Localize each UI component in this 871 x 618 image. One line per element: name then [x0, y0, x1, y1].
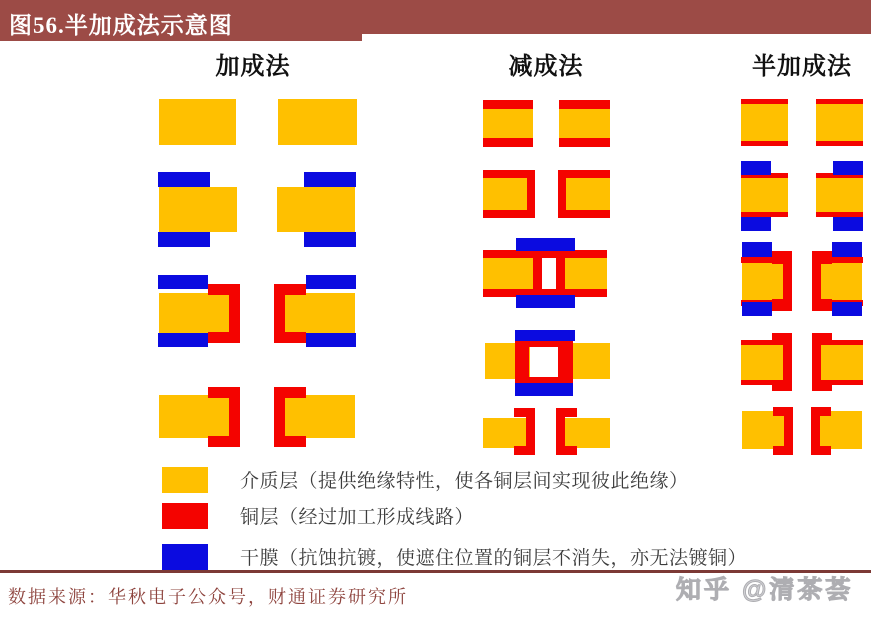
- legend-item-copper: [162, 502, 474, 529]
- layer-dry-film: [516, 295, 575, 308]
- column-header-semi-additive: 半加成法: [752, 53, 852, 80]
- layer-copper: [559, 100, 610, 109]
- layer-copper: [208, 436, 240, 447]
- layer-dry-film: [742, 302, 772, 316]
- layer-dry-film: [306, 275, 356, 289]
- legend-item-dielectric: [162, 466, 689, 493]
- layer-dielectric: [816, 178, 863, 212]
- layer-copper: [816, 141, 863, 146]
- copper-swatch: [162, 503, 208, 529]
- layer-dielectric: [159, 187, 237, 232]
- layer-dielectric: [277, 187, 355, 232]
- layer-dielectric: [742, 411, 784, 449]
- layer-copper: [559, 138, 610, 147]
- layer-dielectric: [742, 262, 784, 301]
- legend-label-dielectric: 介质层（提供绝缘特性，使各铜层间实现彼此绝缘）: [240, 471, 689, 492]
- layer-dielectric: [483, 178, 527, 211]
- column-header-additive: 加成法: [215, 53, 291, 80]
- figure-title: 图56.半加成法示意图: [9, 13, 233, 38]
- layer-copper: [483, 100, 533, 109]
- data-source-text: 数据来源：华秋电子公众号，财通证券研究所: [8, 587, 408, 607]
- layer-dielectric: [820, 262, 862, 301]
- layer-dry-film: [742, 242, 772, 257]
- layer-dielectric: [559, 109, 610, 138]
- layer-dry-film: [741, 217, 771, 231]
- layer-dielectric: [159, 99, 236, 145]
- layer-dielectric: [820, 344, 863, 381]
- layer-dielectric: [159, 395, 233, 438]
- layer-copper: [816, 99, 863, 104]
- layer-dielectric: [281, 293, 355, 335]
- dry-film-swatch: [162, 544, 208, 570]
- layer-dry-film: [515, 330, 575, 341]
- legend-label-dry-film: 干膜（抗蚀抗镀，使遮住位置的铜层不消失，亦无法镀铜）: [240, 548, 748, 569]
- layer-copper: [514, 446, 535, 455]
- layer-copper: [515, 341, 529, 381]
- layer-dry-film: [832, 242, 862, 257]
- legend-label-copper: 铜层（经过加工形成线路）: [240, 507, 475, 528]
- layer-copper: [820, 380, 863, 385]
- layer-dry-film: [516, 238, 575, 251]
- zhihu-watermark: 知乎 @清茶荟: [676, 576, 854, 604]
- legend-item-dry-film: [162, 543, 747, 570]
- layer-dielectric: [159, 293, 233, 335]
- layer-dry-film: [306, 333, 356, 347]
- layer-dry-film: [304, 172, 356, 187]
- layer-dielectric: [558, 418, 610, 448]
- layer-dry-film: [515, 383, 573, 396]
- layer-dielectric: [281, 395, 355, 438]
- layer-dry-film: [158, 275, 208, 289]
- layer-dielectric: [278, 99, 357, 145]
- layer-copper: [741, 380, 784, 385]
- layer-copper: [483, 210, 535, 218]
- layer-dry-film: [832, 302, 862, 316]
- layer-dielectric: [565, 258, 607, 291]
- layer-copper: [483, 138, 533, 147]
- layer-copper: [811, 446, 831, 455]
- layer-dry-film: [833, 161, 863, 175]
- layer-dry-film: [158, 333, 208, 347]
- layer-dry-film: [158, 232, 210, 247]
- dielectric-swatch: [162, 467, 208, 493]
- layer-dry-film: [304, 232, 356, 247]
- layer-dielectric: [741, 178, 788, 212]
- column-header-subtractive: 减成法: [508, 53, 584, 80]
- layer-dielectric: [483, 109, 533, 138]
- layer-copper: [773, 446, 793, 455]
- layer-copper: [274, 332, 306, 343]
- layer-dielectric: [566, 178, 610, 211]
- layer-dielectric: [483, 258, 533, 291]
- layer-copper: [558, 210, 610, 218]
- layer-copper: [483, 250, 607, 258]
- layer-dielectric: [741, 104, 788, 141]
- layer-dielectric: [741, 344, 784, 381]
- layer-dry-film: [158, 172, 210, 187]
- layer-copper: [208, 332, 240, 343]
- layer-copper: [556, 446, 577, 455]
- layer-copper: [558, 341, 573, 381]
- layer-copper: [741, 141, 788, 146]
- layer-dry-film: [741, 161, 771, 175]
- layer-dry-film: [833, 217, 863, 231]
- layer-dielectric: [820, 411, 862, 449]
- layer-dielectric: [816, 104, 863, 141]
- layer-copper: [274, 436, 306, 447]
- layer-copper: [741, 99, 788, 104]
